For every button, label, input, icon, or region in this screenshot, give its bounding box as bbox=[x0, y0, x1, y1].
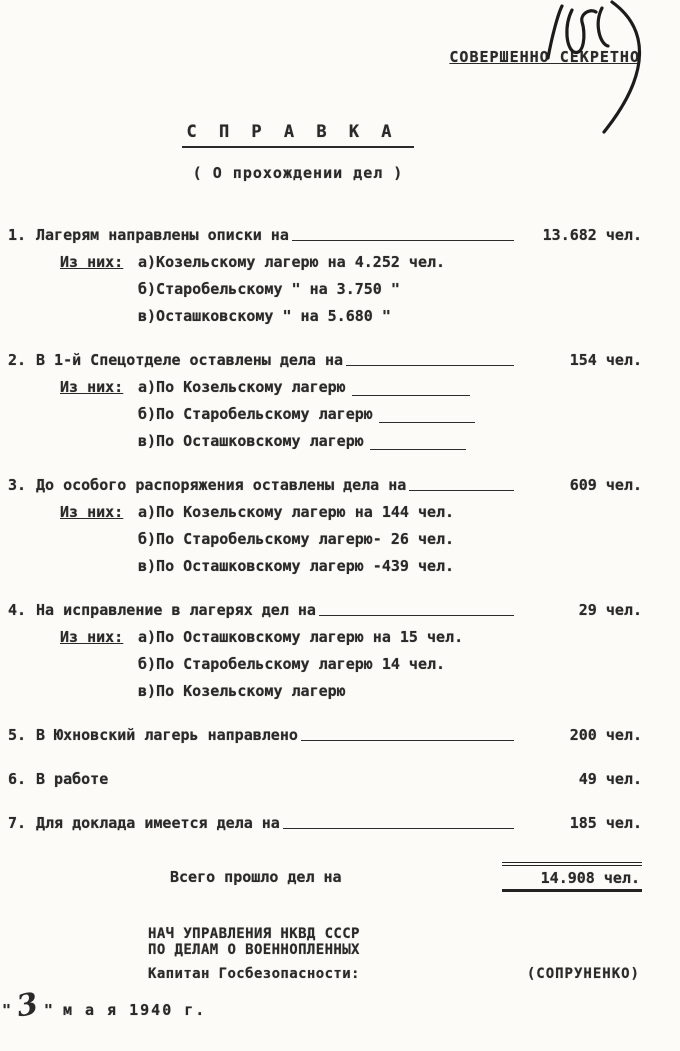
item-number: 7. bbox=[8, 814, 27, 832]
signature-block bbox=[148, 926, 640, 982]
total-label: Всего прошло дел на bbox=[170, 868, 342, 886]
sub-row bbox=[60, 280, 642, 298]
sub-row bbox=[60, 557, 642, 575]
sub-row bbox=[60, 307, 642, 325]
total-row bbox=[0, 862, 680, 892]
sub-label: Из них: bbox=[60, 253, 124, 271]
sub-text: в)По Осташковскому лагерю bbox=[138, 432, 364, 450]
open-quote: " bbox=[2, 1001, 12, 1019]
item-row-4 bbox=[8, 601, 642, 619]
signature-line-1: НАЧ УПРАВЛЕНИЯ НКВД СССР bbox=[148, 926, 360, 942]
item-value: 185 чел. bbox=[569, 814, 642, 832]
leader-line bbox=[319, 615, 514, 616]
doc-subtitle: ( О прохождении дел ) bbox=[192, 164, 404, 182]
signatory-name: (СОПРУНЕНКО) bbox=[526, 966, 640, 982]
item-row-2 bbox=[8, 351, 642, 369]
sub-text: в)По Козельскому лагерю bbox=[138, 682, 346, 700]
item-value: 200 чел. bbox=[569, 726, 642, 744]
sub-text: в)Осташковскому " на 5.680 " bbox=[138, 307, 391, 325]
sub-row bbox=[60, 378, 642, 396]
sub-label: Из них: bbox=[60, 503, 124, 521]
sub-text: б)По Старобельскому лагерю- 26 чел. bbox=[138, 530, 455, 548]
leader-line bbox=[301, 740, 514, 741]
sub-text: б)Старобельскому " на 3.750 " bbox=[138, 280, 400, 298]
item-row-5 bbox=[8, 726, 642, 744]
item-value: 154 чел. bbox=[569, 351, 642, 369]
sub-row bbox=[60, 253, 642, 271]
close-quote: " bbox=[43, 1001, 53, 1019]
total-value: 14.908 чел. bbox=[502, 862, 642, 892]
document-body bbox=[0, 226, 680, 832]
item-number: 1. bbox=[8, 226, 27, 244]
sub-row bbox=[60, 503, 642, 521]
sub-text: б)По Старобельскому лагерю bbox=[138, 405, 373, 423]
signatory-title: Капитан Госбезопасности: bbox=[148, 966, 360, 982]
item-text: Для доклада имеется дела на bbox=[36, 814, 280, 832]
leader-line bbox=[283, 828, 514, 829]
sub-row bbox=[60, 405, 642, 423]
sub-text: а)По Козельскому лагерю на 144 чел. bbox=[138, 503, 455, 521]
item-text: Лагерям направлены описки на bbox=[36, 226, 289, 244]
item-text: В работе bbox=[36, 770, 109, 788]
item-text: На исправление в лагерях дел на bbox=[36, 601, 316, 619]
item-value: 49 чел. bbox=[578, 770, 642, 788]
classification-text: СОВЕРШЕННО СЕКРЕТНО bbox=[449, 48, 640, 66]
date-line bbox=[2, 986, 680, 1025]
handwritten-mark bbox=[444, 0, 674, 140]
sub-row bbox=[60, 655, 642, 673]
signature-line-2: ПО ДЕЛАМ О ВОЕННОПЛЕННЫХ bbox=[148, 942, 360, 958]
item-value: 29 чел. bbox=[578, 601, 642, 619]
item-row-6 bbox=[8, 770, 642, 788]
blank-line bbox=[352, 394, 470, 396]
item-text: В 1-й Спецотделе оставлены дела на bbox=[36, 351, 344, 369]
leader-line bbox=[409, 490, 514, 491]
sub-row bbox=[60, 628, 642, 646]
sub-label: Из них: bbox=[60, 628, 124, 646]
leader-line bbox=[346, 365, 514, 366]
date-text: м а я 1940 г. bbox=[62, 1001, 207, 1019]
sub-text: б)По Старобельскому лагерю 14 чел. bbox=[138, 655, 446, 673]
doc-title: С П Р А В К А bbox=[182, 122, 413, 148]
handwritten-day: 3 bbox=[14, 986, 41, 1025]
item-number: 4. bbox=[8, 601, 27, 619]
item-text: В Юхновский лагерь направлено bbox=[36, 726, 298, 744]
item-text: До особого распоряжения оставлены дела на bbox=[36, 476, 407, 494]
signature-line-3 bbox=[148, 966, 640, 982]
blank-line bbox=[370, 448, 466, 450]
sub-text: а)Козельскому лагерю на 4.252 чел. bbox=[138, 253, 446, 271]
item-number: 3. bbox=[8, 476, 27, 494]
sub-text: а)По Осташковскому лагерю на 15 чел. bbox=[138, 628, 464, 646]
item-row-1 bbox=[8, 226, 642, 244]
item-value: 609 чел. bbox=[569, 476, 642, 494]
sub-label: Из них: bbox=[60, 378, 124, 396]
item-value: 13.682 чел. bbox=[542, 226, 642, 244]
sub-row bbox=[60, 682, 642, 700]
item-row-3 bbox=[8, 476, 642, 494]
sub-text: а)По Козельскому лагерю bbox=[138, 378, 346, 396]
sub-text: в)По Осташковскому лагерю -439 чел. bbox=[138, 557, 455, 575]
item-number: 5. bbox=[8, 726, 27, 744]
blank-line bbox=[379, 421, 475, 423]
document-header bbox=[182, 122, 413, 182]
sub-row bbox=[60, 432, 642, 450]
sub-row bbox=[60, 530, 642, 548]
item-number: 2. bbox=[8, 351, 27, 369]
leader-line bbox=[292, 240, 514, 241]
item-number: 6. bbox=[8, 770, 27, 788]
item-row-7 bbox=[8, 814, 642, 832]
